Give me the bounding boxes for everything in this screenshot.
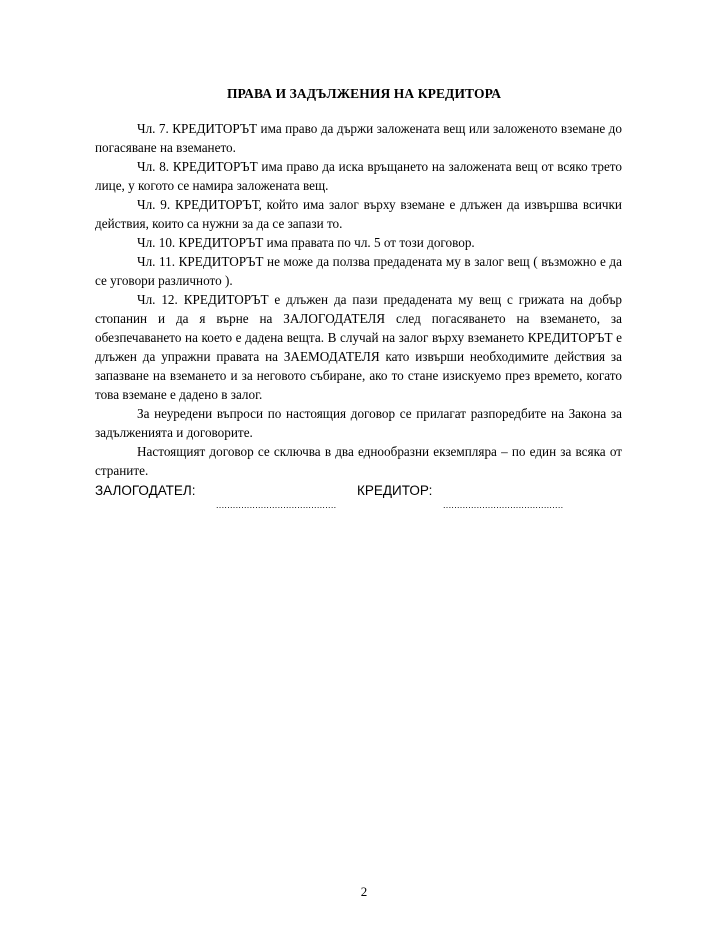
paragraph-article-12: Чл. 12. КРЕДИТОРЪТ е длъжен да пази предадената му вещ с грижата на добър стопанин и да я върне на ЗАЛОГОДАТЕЛЯ след погасяването на вземането, за обезпечаването на което е дадена вещта. В случай на залог върху вземането КРЕДИТОРЪТ е длъжен да упражни правата на ЗАЕМОДАТЕЛЯ като извърши необходимите действия за запазване на вземането и за неговото събиране, ако то стане изискуемо през времето, когато това вземане е дадено в залог. bbox=[95, 292, 622, 402]
paragraph-article-10: Чл. 10. КРЕДИТОРЪТ има правата по чл. 5 от този договор. bbox=[137, 235, 475, 250]
paragraph-article-7: Чл. 7. КРЕДИТОРЪТ има право да държи заложената вещ или заложеното вземане до погасяване на вземането. bbox=[95, 121, 622, 155]
paragraph-copies: Настоящият договор се сключва в два еднообразни екземпляра – по един за всяка от страните. bbox=[95, 444, 622, 478]
paragraph-unresolved-questions: За неуредени въпроси по настоящия договор се прилагат разпоредбите на Закона за задълженията и договорите. bbox=[95, 406, 622, 440]
paragraph-article-8: Чл. 8. КРЕДИТОРЪТ има право да иска връщането на заложената вещ от всяко трето лице, у когото се намира заложената вещ. bbox=[95, 159, 622, 193]
page-number: 2 bbox=[360, 884, 368, 899]
paragraph-article-9: Чл. 9. КРЕДИТОРЪТ, който има залог върху вземане е длъжен да извършва всички действия, които са нужни за да се запази то. bbox=[95, 197, 622, 231]
creditor-signature-label: КРЕДИТОР: bbox=[357, 483, 433, 498]
creditor-signature-line: ........................................... bbox=[443, 500, 564, 510]
section-title: ПРАВА И ЗАДЪЛЖЕНИЯ НА КРЕДИТОРА bbox=[226, 86, 502, 101]
paragraph-article-11: Чл. 11. КРЕДИТОРЪТ не може да ползва предадената му в залог вещ ( възможно е да се уговори различното ). bbox=[95, 254, 622, 288]
pledgor-signature-line: ........................................... bbox=[216, 500, 337, 510]
pledgor-signature-label: ЗАЛОГОДАТЕЛ: bbox=[95, 483, 196, 498]
document-body bbox=[95, 119, 622, 480]
